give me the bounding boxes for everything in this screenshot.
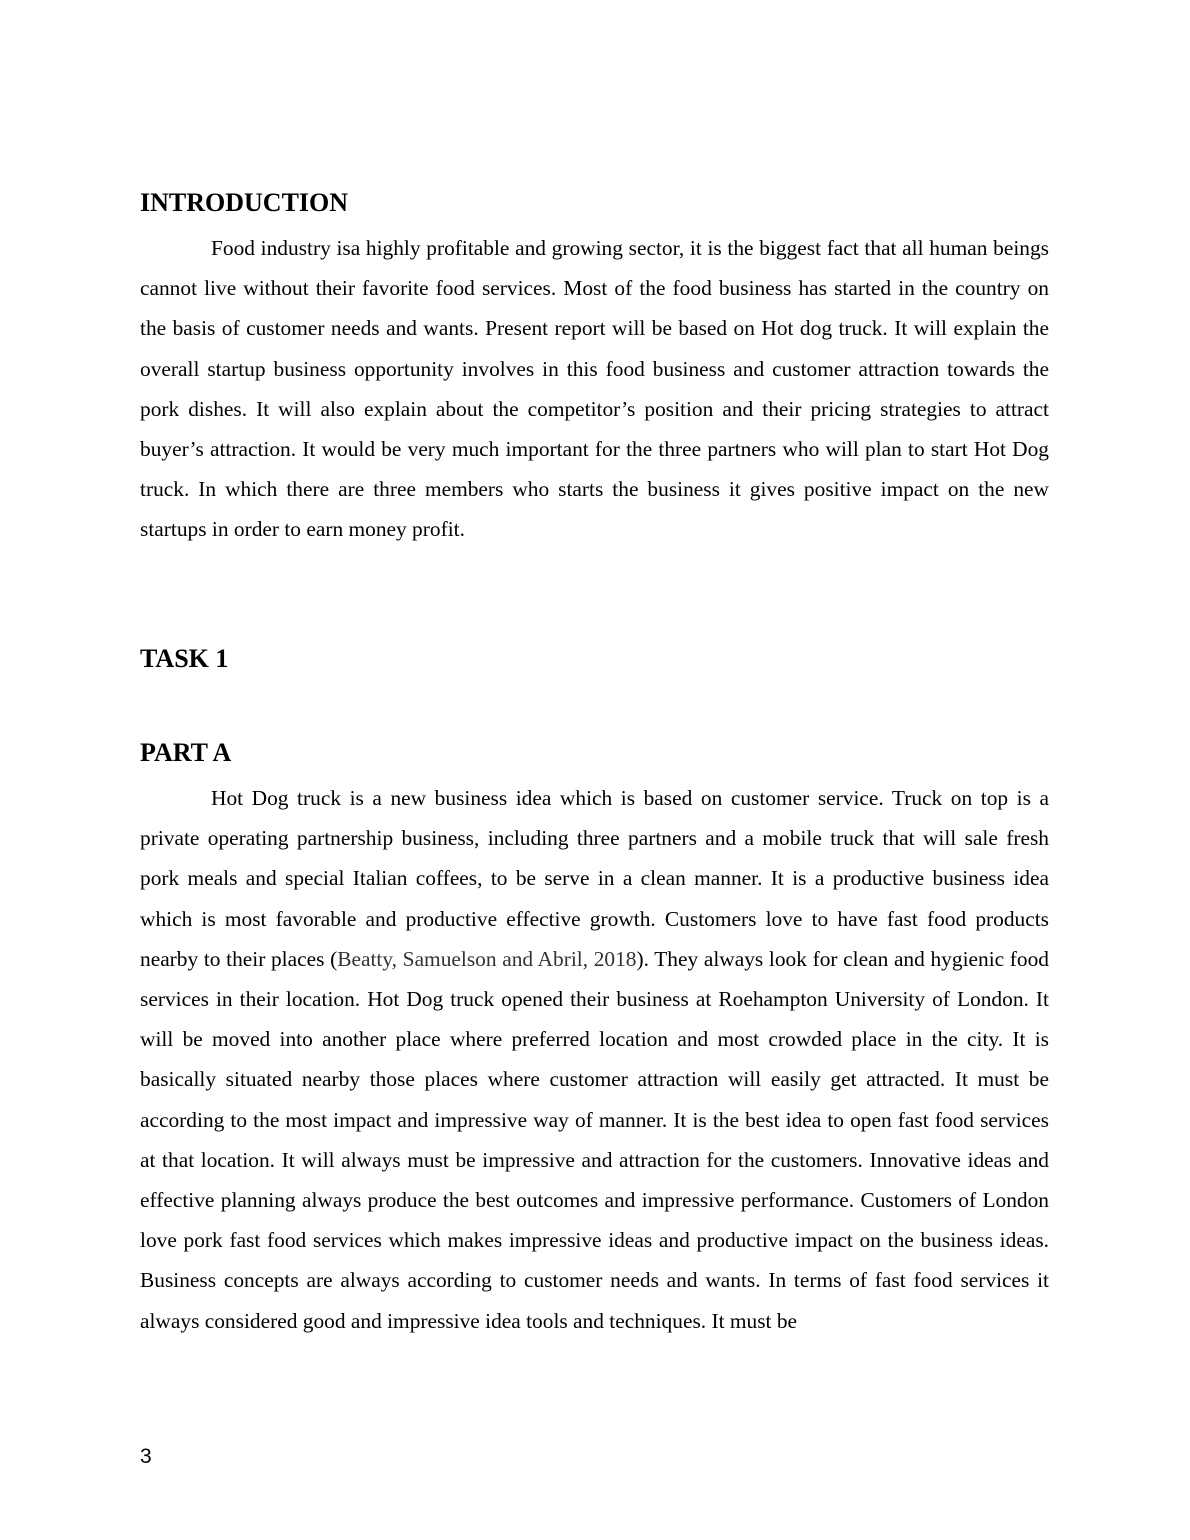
introduction-paragraph: Food industry isa highly profitable and growing sector, it is the biggest fact that all human beings cannot live without their favorite food services. Most of the food business has started in the country on the basis of customer needs and wants. Present report will be based on Hot dog truck. It will explain the overall startup business opportunity involves in this food business and customer attraction towards the pork dishes. It will also explain about the competitor’s position and their pricing strategies to attract buyer’s attraction. It would be very much important for the three partners who will plan to start Hot Dog truck. In which there are three members who starts the business it gives positive impact on the new startups in order to earn money profit. [140, 236, 1049, 542]
part-a-text-before-citation: Hot Dog truck is a new business idea which is based on customer service. Truck on top is a private operating partnership business, including three partners and a mobile truck that will sale fresh pork meals and special Italian coffees, to be serve in a clean manner. It is a productive business idea which is most favorable and productive effective growth. Customers love to have fast food products nearby to their places ( [140, 786, 1049, 971]
page-number: 3 [140, 1445, 152, 1468]
citation: Beatty, Samuelson and Abril, 2018 [337, 946, 637, 971]
part-a-text-after-citation: ). They always look for clean and hygienic food services in their location. Hot Dog truck opened their business at Roehampton University of London. It will be moved into another place where preferred location and most crowded place in the city. It is basically situated nearby those places where customer attraction will easily get attracted. It must be according to the most impact and impressive way of manner. It is the best idea to open fast food services at that location. It will always must be impressive and attraction for the customers. Innovative ideas and effective planning always produce the best outcomes and impressive performance. Customers of London love pork fast food services which makes impressive ideas and productive impact on the business ideas. Business concepts are always according to customer needs and wants. In terms of fast food services it always considered good and impressive idea tools and techniques. It must be [140, 946, 1049, 1333]
task-heading: TASK 1 [140, 644, 229, 673]
introduction-heading: INTRODUCTION [140, 188, 349, 217]
part-a-paragraph [140, 778, 1049, 1341]
part-a-heading: PART A [140, 738, 232, 767]
